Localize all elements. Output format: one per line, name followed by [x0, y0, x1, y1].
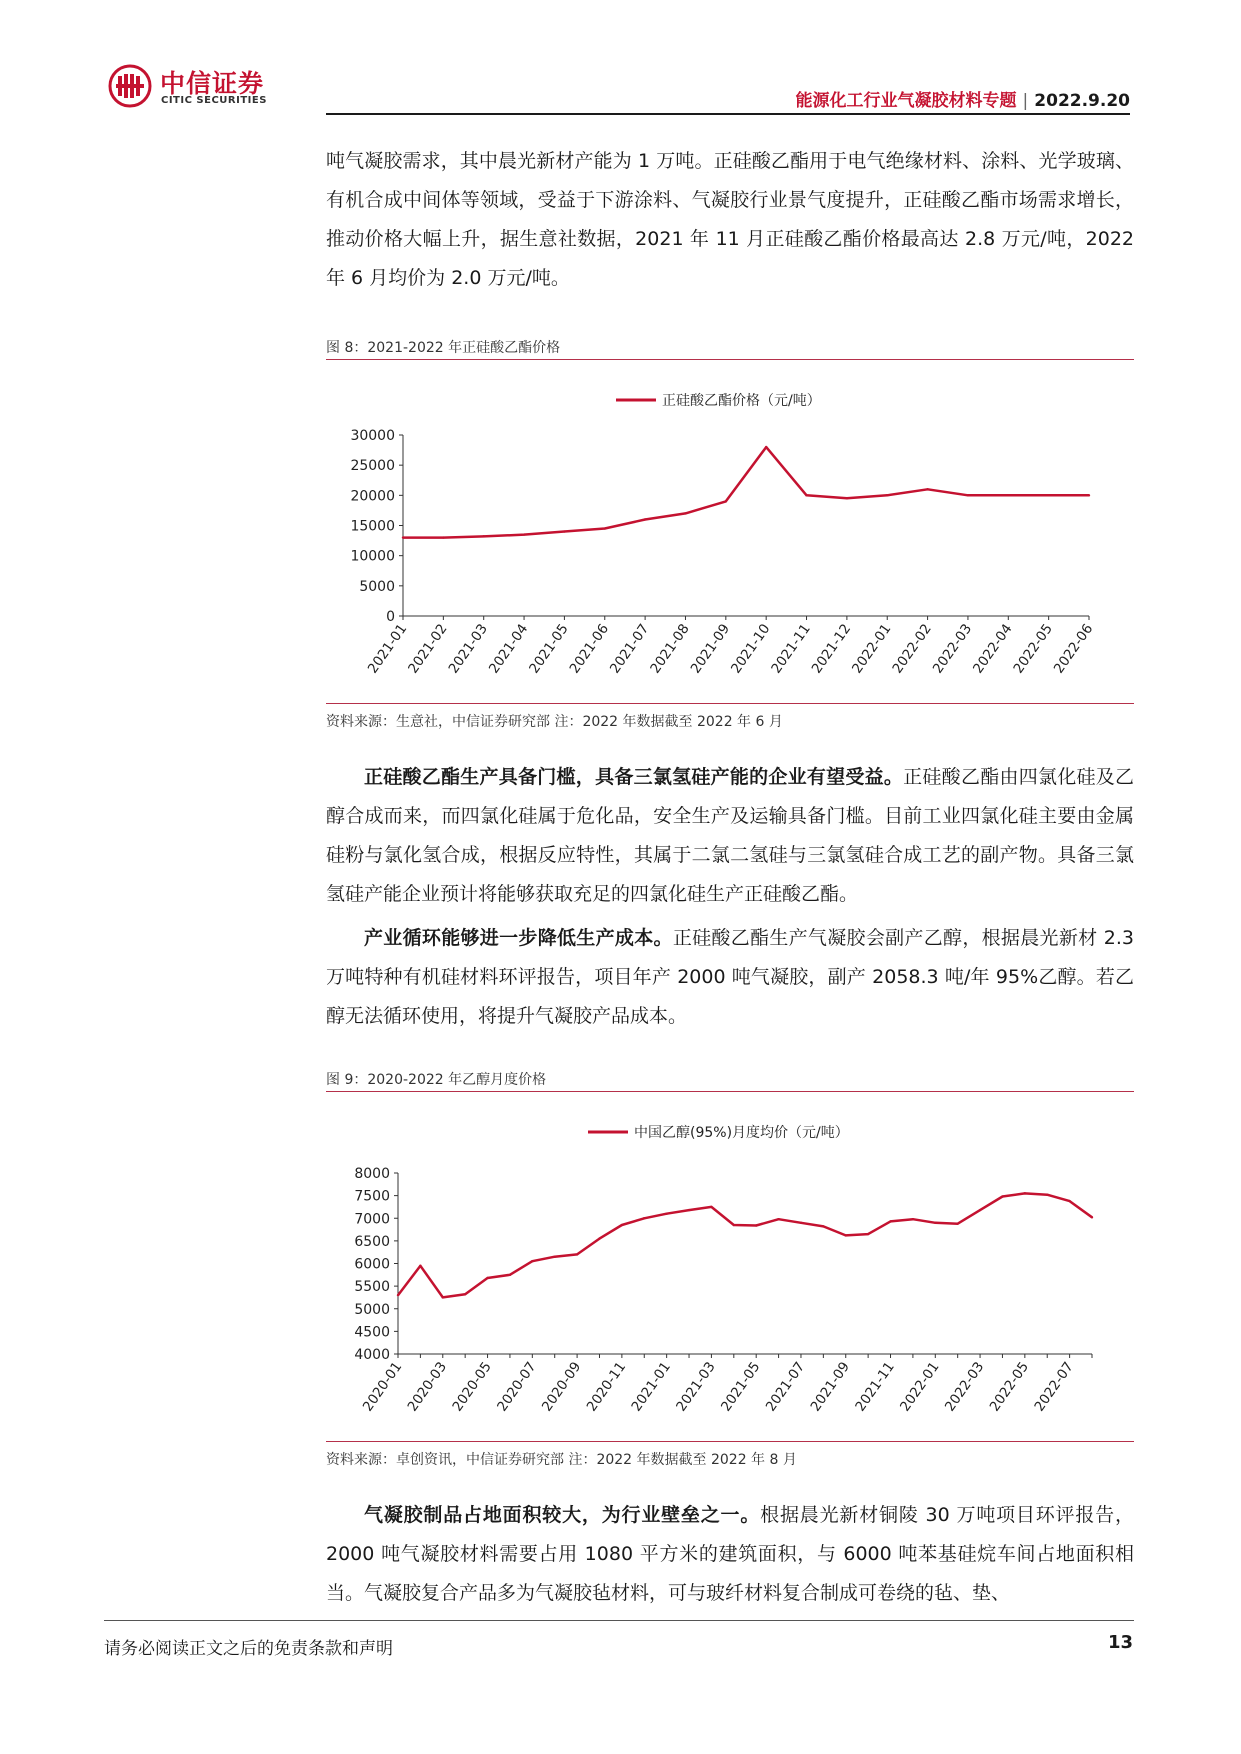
paragraph-4	[326, 1496, 1134, 1613]
paragraph-4-body: 根据晨光新材铜陵 30 万吨项目环评报告，2000 吨气凝胶材料需要占用 1080 平方米的建筑面积，与 6000 吨苯基硅烷车间占地面积相当。气凝胶复合产品多为气凝胶毡材料，可与玻纤材料复合制成可卷绕的毡、垫、	[326, 1504, 1134, 1604]
data-point	[845, 1234, 847, 1236]
x-tick-label: 2021-11	[768, 621, 814, 677]
figure-8-source: 资料来源：生意社，中信证券研究部 注：2022 年数据截至 2022 年 6 月	[326, 714, 783, 730]
report-title: 能源化工行业气凝胶材料专题	[795, 91, 1017, 111]
x-tick-label: 2021-09	[687, 621, 734, 677]
x-tick-label: 2020-05	[449, 1359, 495, 1415]
data-point	[956, 1222, 958, 1224]
figure-9-bottom-rule	[326, 1441, 1134, 1442]
data-point	[483, 535, 485, 537]
data-point	[1007, 494, 1009, 496]
x-tick-label: 2021-03	[673, 1359, 719, 1415]
y-tick-label: 8000	[354, 1166, 390, 1182]
paragraph-4-lead: 气凝胶制品占地面积较大，为行业壁垒之一。	[364, 1504, 761, 1526]
series-line	[403, 447, 1089, 537]
data-point	[926, 488, 928, 490]
y-tick-label: 20000	[350, 488, 395, 505]
data-point	[523, 533, 525, 535]
footer-divider	[104, 1620, 1134, 1621]
y-tick-label: 5500	[354, 1279, 390, 1296]
data-point	[442, 536, 444, 538]
data-point	[402, 536, 404, 538]
y-tick-label: 10000	[350, 548, 395, 565]
data-point	[684, 512, 686, 514]
report-header	[796, 86, 1130, 111]
figure-8-title: 图 8：2021-2022 年正硅酸乙酯价格	[326, 340, 561, 356]
header-separator: |	[1022, 91, 1029, 111]
data-point	[563, 530, 565, 532]
data-point	[846, 497, 848, 499]
x-tick-label: 2021-01	[628, 1359, 674, 1415]
data-point	[397, 1294, 399, 1296]
y-tick-label: 4000	[354, 1347, 390, 1363]
figure-9-title: 图 9：2020-2022 年乙醇月度价格	[326, 1072, 547, 1088]
x-tick-label: 2022-03	[941, 1359, 988, 1415]
x-tick-label: 2021-04	[485, 621, 532, 677]
x-tick-label: 2021-03	[445, 621, 491, 677]
x-tick-label: 2020-07	[494, 1359, 540, 1415]
x-tick-label: 2021-05	[718, 1359, 764, 1415]
paragraph-3-lead: 产业循环能够进一步降低生产成本。	[364, 927, 673, 949]
x-tick-label: 2022-03	[929, 621, 976, 677]
x-tick-label: 2021-07	[762, 1359, 809, 1415]
paragraph-1: 吨气凝胶需求，其中晨光新材产能为 1 万吨。正硅酸乙酯用于电气绝缘材料、涂料、光学玻璃、有机合成中间体等领域，受益于下游涂料、气凝胶行业景气度提升，正硅酸乙酯市场需求增长，推动价格大幅上升，据生意社数据，2021 年 11 月正硅酸乙酯价格最高达 2.8 万元/吨，2022 年 6 月均价为 2.0 万元/吨。	[326, 150, 1134, 289]
data-point	[665, 1213, 667, 1215]
data-point	[509, 1274, 511, 1276]
data-point	[1046, 1194, 1048, 1196]
data-point	[886, 494, 888, 496]
citic-logo-icon	[108, 64, 152, 108]
y-tick-label: 5000	[359, 578, 395, 595]
y-tick-label: 5000	[354, 1301, 390, 1318]
header-divider	[326, 113, 1130, 115]
data-point	[1001, 1195, 1003, 1197]
figure-9-top-rule	[326, 1091, 1134, 1092]
logo-chinese-name: 中信证券	[160, 69, 265, 98]
data-point	[1091, 1216, 1093, 1218]
page-number: 13	[1107, 1632, 1133, 1653]
data-point	[733, 1224, 735, 1226]
data-point	[822, 1225, 824, 1227]
data-point	[531, 1260, 533, 1262]
x-tick-label: 2022-01	[849, 621, 895, 677]
y-tick-label: 7000	[354, 1211, 390, 1228]
y-tick-label: 7500	[354, 1188, 390, 1205]
data-point	[710, 1206, 712, 1208]
x-tick-label: 2020-11	[583, 1359, 630, 1415]
data-point	[486, 1277, 488, 1279]
data-point	[755, 1224, 757, 1226]
data-point	[765, 446, 767, 448]
y-tick-label: 25000	[350, 458, 395, 475]
data-point	[644, 518, 646, 520]
x-tick-label: 2020-09	[538, 1359, 585, 1415]
data-point	[1068, 1200, 1070, 1202]
x-tick-label: 2021-06	[566, 621, 613, 677]
data-point	[979, 1209, 981, 1211]
footer-disclaimer: 请务必阅读正文之后的免责条款和声明	[104, 1639, 393, 1659]
data-point	[1024, 1192, 1026, 1194]
data-point	[777, 1218, 779, 1220]
x-tick-label: 2021-01	[364, 621, 411, 677]
data-point	[598, 1237, 600, 1239]
data-point	[867, 1233, 869, 1235]
data-point	[725, 500, 727, 502]
paragraph-2-body: 正硅酸乙酯由四氯化硅及乙醇合成而来，而四氯化硅属于危化品，安全生产及运输具备门槛。目前工业四氯化硅主要由金属硅粉与氯化氢合成，根据反应特性，其属于二氯二氢硅与三氯氢硅合成工艺的副产物。具备三氯氢硅产能企业预计将能够获取充足的四氯化硅生产正硅酸乙酯。	[326, 766, 1134, 905]
y-tick-label: 30000	[350, 428, 395, 444]
paragraph-2	[326, 758, 1134, 914]
y-tick-label: 0	[386, 609, 395, 625]
data-point	[464, 1293, 466, 1295]
x-tick-label: 2022-05	[986, 1359, 1033, 1415]
x-tick-label: 2020-03	[404, 1359, 451, 1415]
data-point	[1047, 494, 1049, 496]
x-tick-label: 2021-07	[606, 621, 653, 677]
data-point	[604, 527, 606, 529]
y-tick-label: 6500	[354, 1233, 390, 1250]
data-point	[1088, 494, 1090, 496]
company-logo	[108, 62, 288, 110]
data-point	[442, 1296, 444, 1298]
legend-label: 正硅酸乙酯价格（元/吨）	[662, 393, 821, 409]
x-tick-label: 2022-04	[970, 621, 1016, 677]
report-date: 2022.9.20	[1034, 91, 1130, 111]
data-point	[805, 494, 807, 496]
x-tick-label: 2021-11	[852, 1359, 898, 1415]
data-point	[934, 1222, 936, 1224]
figure-8-top-rule	[326, 359, 1134, 360]
series-line	[398, 1193, 1092, 1297]
x-tick-label: 2021-10	[727, 621, 774, 677]
x-tick-label: 2022-07	[1031, 1359, 1077, 1415]
data-point	[554, 1256, 556, 1258]
logo-english-name: CITIC SECURITIES	[161, 95, 267, 106]
x-tick-label: 2022-02	[889, 621, 935, 677]
y-tick-label: 15000	[350, 518, 395, 535]
data-point	[800, 1222, 802, 1224]
x-tick-label: 2022-05	[1010, 621, 1056, 677]
legend-label: 中国乙醇(95%)月度均价（元/吨）	[634, 1125, 849, 1141]
figure-9-chart	[326, 1098, 1134, 1438]
y-tick-label: 6000	[354, 1256, 390, 1273]
figure-8-chart	[326, 366, 1134, 700]
x-tick-label: 2021-08	[647, 621, 693, 677]
paragraph-3-body: 正硅酸乙酯生产气凝胶会副产乙醇，根据晨光新材 2.3 万吨特种有机硅材料环评报告，项目年产 2000 吨气凝胶，副产 2058.3 吨/年 95%乙醇。若乙醇无法循环使用，将提升气凝胶产品成本。	[326, 927, 1134, 1027]
data-point	[889, 1220, 891, 1222]
x-tick-label: 2021-12	[808, 621, 855, 677]
paragraph-3	[326, 919, 1134, 1036]
data-point	[621, 1224, 623, 1226]
figure-9-source: 资料来源：卓创资讯，中信证券研究部 注：2022 年数据截至 2022 年 8 月	[326, 1452, 797, 1468]
x-tick-label: 2021-02	[405, 621, 451, 677]
data-point	[912, 1218, 914, 1220]
data-point	[419, 1265, 421, 1267]
figure-8-bottom-rule	[326, 703, 1134, 704]
x-tick-label: 2022-01	[897, 1359, 943, 1415]
x-tick-label: 2020-01	[359, 1359, 406, 1415]
data-point	[967, 494, 969, 496]
x-tick-label: 2021-09	[807, 1359, 854, 1415]
data-point	[643, 1217, 645, 1219]
data-point	[576, 1253, 578, 1255]
y-tick-label: 4500	[354, 1324, 390, 1341]
x-tick-label: 2022-06	[1050, 621, 1097, 677]
x-tick-label: 2021-05	[526, 621, 572, 677]
paragraph-2-lead: 正硅酸乙酯生产具备门槛，具备三氯氢硅产能的企业有望受益。	[364, 766, 904, 788]
data-point	[688, 1209, 690, 1211]
